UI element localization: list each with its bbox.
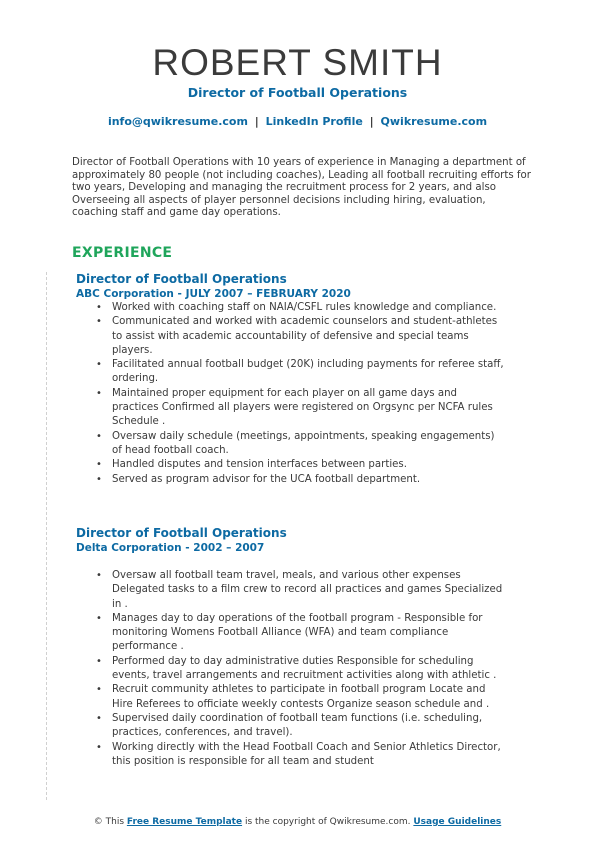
job-dash: - — [173, 288, 186, 300]
email-link[interactable]: info@qwikresume.com — [107, 115, 248, 128]
list-item: • Oversaw daily schedule (meetings, appointments, speaking engagements) of head football coach. — [94, 430, 506, 459]
job-entry — [76, 272, 506, 487]
job-dates: JULY 2007 – FEBRUARY 2020 — [185, 288, 351, 300]
list-item: • Facilitated annual football budget (20K) including payments for referee staff, ordering. — [94, 358, 506, 387]
list-item: • Served as program advisor for the UCA football department. — [94, 473, 506, 487]
usage-guidelines-link[interactable]: Usage Guidelines — [413, 817, 502, 827]
list-item: • Oversaw all football team travel, meals, and various other expenses Delegated tasks to a film crew to record all practices and games Specialized in . — [94, 569, 506, 612]
list-item: • Maintained proper equipment for each player on all game days and practices Confirmed all players were registered on Orgsync per NCFA rules Schedule . — [94, 387, 506, 430]
list-item: • Worked with coaching staff on NAIA/CSFL rules knowledge and compliance. — [94, 301, 506, 315]
list-item: • Recruit community athletes to participate in football program Locate and Hire Referees to officiate weekly contests Organize season schedule and . — [94, 683, 506, 712]
job-bullets — [94, 301, 506, 487]
job-company: Delta Corporation — [76, 542, 182, 554]
free-resume-template-link[interactable]: Free Resume Template — [126, 817, 243, 827]
website-link[interactable]: Qwikresume.com — [380, 115, 488, 128]
job-dates: 2002 – 2007 — [193, 542, 265, 554]
list-item: • Supervised daily coordination of football team functions (i.e. scheduling, practices, conferences, and travel). — [94, 712, 506, 741]
linkedin-link[interactable]: LinkedIn Profile — [265, 115, 363, 128]
experience-heading: EXPERIENCE — [72, 245, 173, 261]
job-title: Director of Football Operations — [76, 526, 287, 540]
job-company: ABC Corporation — [76, 288, 174, 300]
job-company-dates — [76, 541, 506, 555]
footer — [0, 817, 595, 827]
candidate-title: Director of Football Operations — [187, 85, 408, 100]
summary-paragraph: Director of Football Operations with 10 years of experience in Managing a department of approximately 80 people (not including coaches), Leading all football recruiting efforts for two years, Developing and managing the recruitment process for 2 years, and also Overseeing all aspects of player personnel decisions including hiring, evaluation, coaching staff and game day operations. — [72, 157, 531, 219]
job-company-dates — [76, 287, 506, 301]
list-item: • Working directly with the Head Football Coach and Senior Athletics Director, this position is responsible for all team and student — [94, 741, 506, 770]
job-entry — [76, 526, 506, 769]
list-item: • Performed day to day administrative duties Responsible for scheduling events, travel arrangements and recruitment activities along with athletic . — [94, 655, 506, 684]
job-title: Director of Football Operations — [76, 272, 287, 286]
list-item: • Handled disputes and tension interfaces between parties. — [94, 458, 506, 472]
list-item: • Communicated and worked with academic counselors and student-athletes to assist with academic accountability of defensive and special teams players. — [94, 315, 506, 358]
contact-line — [0, 115, 595, 128]
list-item: • Manages day to day operations of the football program - Responsible for monitoring Womens Football Alliance (WFA) and team compliance performance . — [94, 612, 506, 655]
timeline-divider — [46, 272, 47, 800]
job-dash: - — [181, 542, 194, 554]
contact-separator: | — [369, 115, 374, 128]
job-bullets — [94, 569, 506, 769]
candidate-name: ROBERT SMITH — [152, 42, 443, 83]
footer-prefix: © This — [93, 817, 127, 827]
contact-separator: | — [254, 115, 259, 128]
footer-middle: is the copyright of Qwikresume.com. — [242, 817, 414, 827]
